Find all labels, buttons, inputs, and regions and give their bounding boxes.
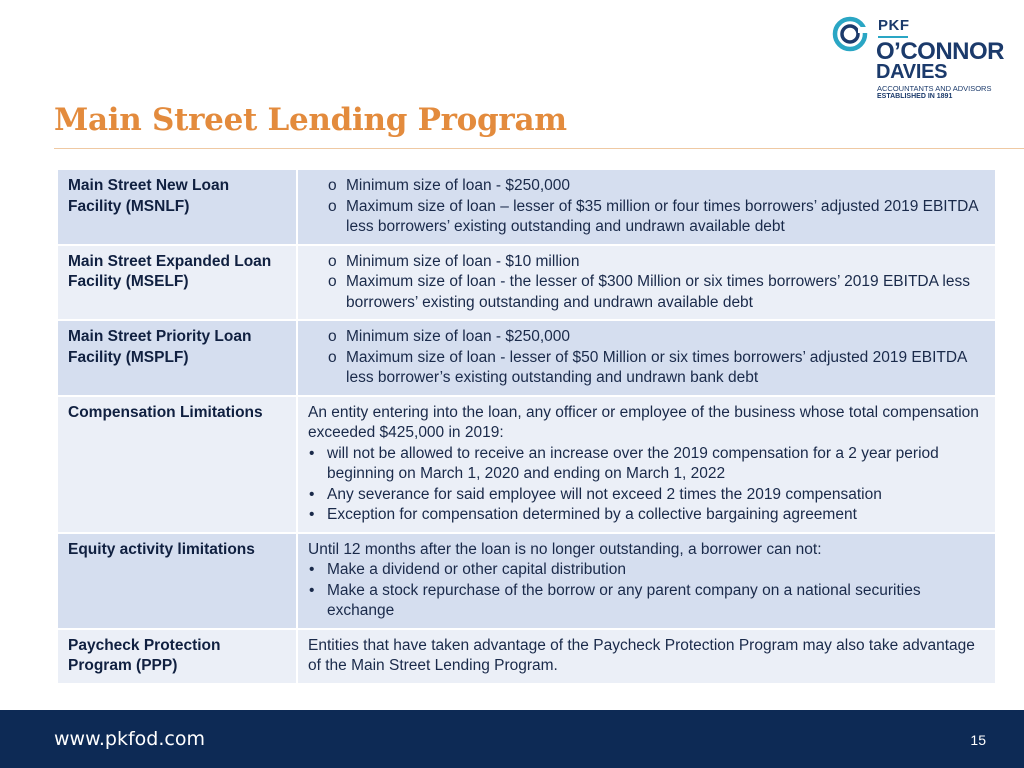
pkf-logo [832, 14, 1012, 106]
logo-established: ESTABLISHED IN 1891 [877, 93, 953, 100]
list-item: o Maximum size of loan – lesser of $35 million or four times borrowers’ adjusted 2019 EBITDA less borrowers’ existing outstanding and undrawn available debt [328, 197, 985, 238]
list-item: • Make a dividend or other capital distribution [308, 560, 985, 581]
list-item: o Minimum size of loan - $250,000 [328, 176, 985, 197]
bullet-list [308, 444, 985, 526]
list-item: • Exception for compensation determined by a collective bargaining agreement [308, 505, 985, 526]
row-label: Main Street New Loan Facility (MSNLF) [57, 169, 297, 245]
row-label: Paycheck Protection Program (PPP) [57, 629, 297, 684]
row-details [297, 169, 996, 245]
slide-title: Main Street Lending Program [54, 102, 567, 138]
footer-website-link[interactable]: www.pkfod.com [54, 728, 205, 750]
logo-tagline: ACCOUNTANTS AND ADVISORS [877, 84, 992, 93]
row-details: Entities that have taken advantage of the Paycheck Protection Program may also take advantage of the Main Street Lending Program. [297, 629, 996, 684]
row-intro-text: Until 12 months after the loan is no longer outstanding, a borrower can not: [308, 540, 822, 558]
row-label: Compensation Limitations [57, 396, 297, 533]
row-details [297, 396, 996, 533]
logo-pkf-text: PKF [878, 17, 910, 34]
table-row [57, 169, 996, 245]
list-item: o Maximum size of loan - lesser of $50 Million or six times borrowers’ adjusted 2019 EBITDA less borrower’s existing outstanding and undrawn bank debt [328, 348, 985, 389]
list-item: • Any severance for said employee will not exceed 2 times the 2019 compensation [308, 485, 985, 506]
table-row [57, 533, 996, 629]
table-row [57, 629, 996, 684]
footer-bar [0, 710, 1024, 768]
row-details [297, 320, 996, 396]
bullet-list [308, 252, 985, 314]
bullet-list [308, 176, 985, 238]
logo-word-davies: DAVIES [876, 61, 948, 83]
pkf-logo-mark-icon [832, 14, 876, 58]
row-details [297, 533, 996, 629]
bullet-list [308, 327, 985, 389]
table-row [57, 320, 996, 396]
bullet-list [308, 560, 985, 622]
page-number: 15 [970, 732, 986, 748]
row-label: Main Street Expanded Loan Facility (MSELF) [57, 245, 297, 321]
row-label: Equity activity limitations [57, 533, 297, 629]
list-item: o Minimum size of loan - $10 million [328, 252, 985, 273]
table-row [57, 396, 996, 533]
row-intro-text: An entity entering into the loan, any officer or employee of the business whose total compensation exceeded $425,000 in 2019: [308, 403, 979, 441]
program-details-table [56, 168, 997, 685]
logo-word-oconnor: O’CONNOR [876, 38, 1004, 65]
row-details [297, 245, 996, 321]
list-item: • Make a stock repurchase of the borrow or any parent company on a national securities exchange [308, 581, 985, 622]
list-item: o Maximum size of loan - the lesser of $300 Million or six times borrowers’ 2019 EBITDA less borrowers’ existing outstanding and undrawn available debt [328, 272, 985, 313]
row-label: Main Street Priority Loan Facility (MSPLF) [57, 320, 297, 396]
list-item: o Minimum size of loan - $250,000 [328, 327, 985, 348]
list-item: • will not be allowed to receive an increase over the 2019 compensation for a 2 year period beginning on March 1, 2020 and ending on March 1, 2022 [308, 444, 985, 485]
table-row [57, 245, 996, 321]
title-divider [54, 148, 1024, 149]
